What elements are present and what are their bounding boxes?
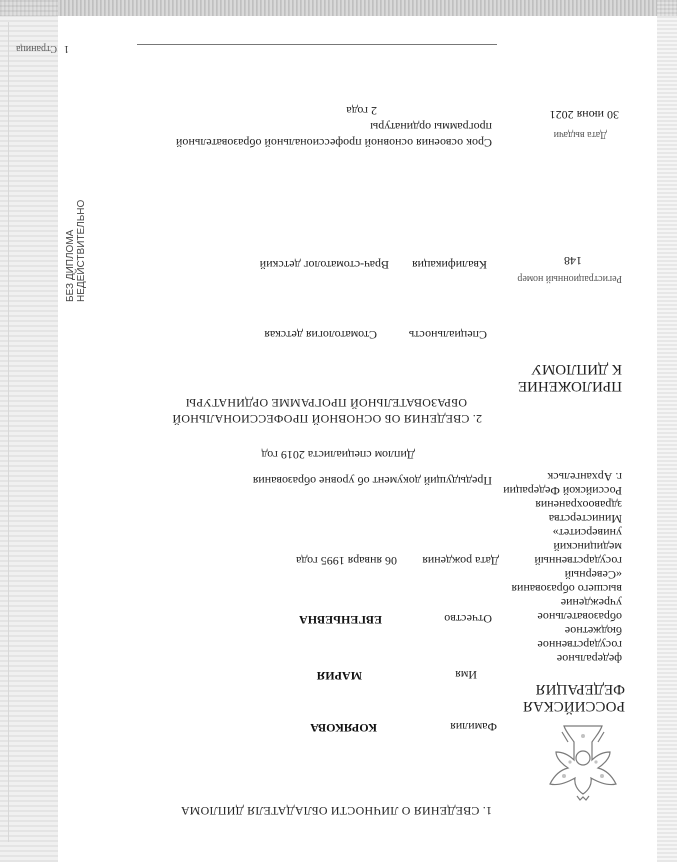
org-line: университет»	[552, 526, 622, 540]
section2-title-line2: ОБРАЗОВАТЕЛЬНОЙ ПРОГРАММЕ ОРДИНАТУРЫ	[185, 396, 467, 410]
country-header-line1: РОССИЙСКАЯ	[522, 698, 625, 714]
program-term-line1: Срок освоения основной профессиональной образовательной	[176, 136, 492, 150]
org-line: Российской Федерации	[503, 484, 622, 498]
country-header	[523, 680, 625, 714]
qualification-value: Врач-стоматолог детский	[259, 258, 389, 272]
specialty-label: Специальность	[408, 328, 487, 342]
section1-title: 1. СВЕДЕНИЯ О ЛИЧНОСТИ ОБЛАДАТЕЛЯ ДИПЛОМА	[180, 804, 492, 818]
specialty-value: Стоматология детская	[264, 328, 377, 342]
birthdate-label: Дата рождения	[422, 554, 499, 568]
page-label: Страница	[16, 43, 57, 54]
issue-date-label: Дата выдачи	[553, 129, 607, 140]
sheet-edge	[8, 22, 9, 842]
double-headed-eagle-emblem-icon	[544, 720, 622, 802]
registration-number-value: 148	[564, 254, 582, 268]
surname-value: КОРЯКОВА	[310, 721, 377, 735]
scan-noise-strip	[0, 0, 677, 16]
surname-label: Фамилия	[450, 720, 497, 734]
side-validity-note: БЕЗ ДИПЛОМА НЕДЕЙСТВИТЕЛЬНО	[65, 199, 87, 302]
patronymic-value: ЕВГЕНЬЕВНА	[299, 613, 382, 627]
qualification-label: Квалификация	[412, 258, 487, 272]
birthdate-value: 06 января 1995 года	[295, 554, 397, 568]
name-label: Имя	[455, 668, 477, 682]
org-line: государственный	[534, 554, 622, 568]
scan-noise-right	[657, 0, 677, 862]
appendix-title-line2: К ДИПЛОМУ	[531, 361, 622, 377]
org-line: «Северный	[564, 568, 622, 582]
org-line: образовательное	[537, 610, 622, 624]
previous-document-label: Предыдущий документ об уровне образования	[252, 474, 492, 488]
registration-number-label: Регистрационный номер	[517, 273, 622, 284]
org-line: бюджетное	[564, 624, 622, 638]
page-number: 1	[64, 43, 69, 54]
appendix-title-line1: ПРИЛОЖЕНИЕ	[517, 378, 622, 394]
org-line: г. Архангельск	[547, 470, 622, 484]
name-value: МАРИЯ	[316, 669, 362, 683]
patronymic-label: Отчество	[444, 612, 492, 626]
issue-date-value: 30 июня 2021	[549, 108, 619, 122]
org-line: учреждение	[560, 596, 622, 610]
appendix-title	[518, 360, 622, 394]
country-header-line2: ФЕДЕРАЦИЯ	[535, 681, 625, 697]
org-line: государственное	[537, 638, 622, 652]
previous-document-value: Диплом специалиста 2019 год	[261, 448, 415, 462]
org-line: федеральное	[556, 652, 622, 666]
org-line: здравоохранения	[535, 498, 622, 512]
org-line: Министерства	[548, 512, 622, 526]
program-term-line2: программы ординатуры	[370, 120, 492, 134]
organization-name-block	[503, 470, 622, 666]
section2-title-line1: 2. СВЕДЕНИЯ ОБ ОСНОВНОЙ ПРОФЕССИОНАЛЬНОЙ	[172, 412, 482, 426]
separator-rule	[137, 44, 497, 45]
org-line: высшего образования	[511, 582, 622, 596]
org-line: медицинский	[553, 540, 622, 554]
program-term-value: 2 года	[346, 104, 377, 118]
